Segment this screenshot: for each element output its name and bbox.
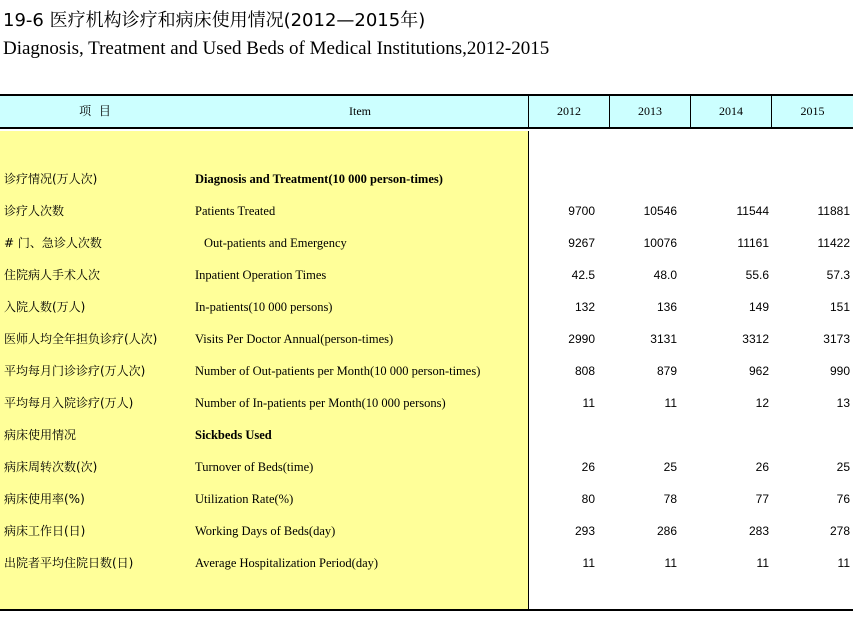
cell-value-2015: 3173: [823, 332, 850, 346]
row-label-en: Patients Treated: [195, 204, 276, 218]
table-row: [0, 329, 853, 349]
row-label-en: Sickbeds Used: [195, 428, 272, 442]
row-label-en: Turnover of Beds(time): [195, 460, 314, 474]
cell-value-2012: 80: [581, 492, 595, 506]
table-title-cn: 19-6 医疗机构诊疗和病床使用情况(2012—2015年): [3, 10, 426, 31]
table-row: [0, 361, 853, 381]
cell-value-2013: 48.0: [653, 268, 677, 282]
cell-value-2013: 11: [664, 556, 677, 570]
cell-value-2014: 283: [748, 524, 769, 538]
cell-value-2013: 136: [656, 300, 677, 314]
row-label-cn: 诊疗人次数: [4, 204, 65, 218]
table-row: [0, 393, 853, 413]
row-label-cn: 病床使用率(%): [4, 492, 85, 506]
cell-value-2013: 78: [663, 492, 677, 506]
cell-value-2012: 293: [574, 524, 595, 538]
cell-value-2014: 11: [756, 556, 769, 570]
row-label-en: Inpatient Operation Times: [195, 268, 327, 282]
row-label-cn: 平均每月入院诊疗(万人): [4, 396, 134, 410]
cell-value-2015: 57.3: [826, 268, 850, 282]
table-title-en: Diagnosis, Treatment and Used Beds of Medical Institutions,2012-2015: [3, 38, 550, 59]
cell-value-2014: 962: [748, 364, 769, 378]
cell-value-2012: 9267: [568, 236, 595, 250]
row-label-cn: 病床工作日(日): [4, 524, 86, 538]
table-row: [0, 521, 853, 541]
cell-value-2014: 55.6: [745, 268, 769, 282]
row-label-en: In-patients(10 000 persons): [195, 300, 333, 314]
table-bottom-rule: [0, 609, 853, 611]
row-label-cn: 入院人数(万人): [4, 300, 86, 314]
table-row: [0, 553, 853, 573]
table-row: [0, 233, 853, 253]
table-header: [0, 94, 853, 129]
row-label-en: Average Hospitalization Period(day): [195, 556, 379, 570]
header-item-en: Item: [349, 104, 371, 118]
table-row: [0, 169, 853, 189]
cell-value-2012: 11: [582, 556, 595, 570]
cell-value-2013: 25: [663, 460, 677, 474]
cell-value-2015: 13: [836, 396, 850, 410]
header-year-2014: 2014: [719, 104, 743, 118]
cell-value-2013: 11: [664, 396, 677, 410]
row-label-cn: 医师人均全年担负诊疗(人次): [4, 332, 158, 346]
row-label-en: Utilization Rate(%): [195, 492, 294, 506]
row-label-cn: 病床使用情况: [4, 428, 77, 442]
cell-value-2012: 26: [581, 460, 595, 474]
row-label-en: Number of Out-patients per Month(10 000 person-times): [195, 364, 481, 378]
cell-value-2014: 3312: [742, 332, 769, 346]
table-row: [0, 297, 853, 317]
cell-value-2013: 879: [656, 364, 677, 378]
cell-value-2015: 25: [836, 460, 850, 474]
header-divider: [609, 96, 610, 127]
data-table: [0, 94, 853, 611]
table-row: [0, 457, 853, 477]
cell-value-2015: 278: [829, 524, 850, 538]
table-row: [0, 489, 853, 509]
cell-value-2014: 11161: [737, 236, 769, 250]
table-row: [0, 201, 853, 221]
cell-value-2014: 149: [748, 300, 769, 314]
row-label-cn: 出院者平均住院日数(日): [4, 556, 134, 570]
row-label-en: Diagnosis and Treatment(10 000 person-times): [195, 172, 443, 186]
cell-value-2015: 151: [829, 300, 850, 314]
cell-value-2013: 286: [656, 524, 677, 538]
row-label-cn: 平均每月门诊诊疗(万人次): [4, 364, 146, 378]
cell-value-2014: 12: [755, 396, 769, 410]
cell-value-2014: 11544: [736, 204, 769, 218]
row-label-cn: 诊疗情况(万人次): [4, 172, 98, 186]
cell-value-2012: 11: [582, 396, 595, 410]
cell-value-2012: 9700: [568, 204, 595, 218]
cell-value-2013: 3131: [650, 332, 677, 346]
row-label-cn: 病床周转次数(次): [4, 460, 98, 474]
header-divider: [771, 96, 772, 127]
row-label-en: Number of In-patients per Month(10 000 persons): [195, 396, 446, 410]
header-year-2015: 2015: [800, 104, 825, 118]
row-label-en: Working Days of Beds(day): [195, 524, 336, 538]
row-label-cn: # 门、急诊人次数: [4, 236, 102, 250]
cell-value-2015: 990: [829, 364, 850, 378]
cell-value-2012: 808: [574, 364, 595, 378]
row-label-en: Visits Per Doctor Annual(person-times): [195, 332, 394, 346]
cell-value-2012: 2990: [568, 332, 595, 346]
header-item-cn: 项 目: [79, 104, 113, 118]
header-divider: [528, 96, 529, 127]
cell-value-2015: 11: [837, 556, 850, 570]
cell-value-2015: 11881: [817, 204, 850, 218]
cell-value-2014: 26: [755, 460, 769, 474]
table-row: [0, 265, 853, 285]
header-year-2012: 2012: [557, 104, 581, 118]
cell-value-2012: 132: [574, 300, 595, 314]
cell-value-2015: 76: [836, 492, 850, 506]
cell-value-2014: 77: [755, 492, 769, 506]
header-divider: [690, 96, 691, 127]
cell-value-2012: 42.5: [571, 268, 595, 282]
cell-value-2013: 10546: [643, 204, 677, 218]
cell-value-2015: 11422: [817, 236, 850, 250]
row-label-en: Out-patients and Emergency: [204, 236, 347, 250]
header-year-2013: 2013: [638, 104, 662, 118]
row-label-cn: 住院病人手术人次: [4, 268, 101, 282]
table-row: [0, 425, 853, 445]
cell-value-2013: 10076: [643, 236, 677, 250]
